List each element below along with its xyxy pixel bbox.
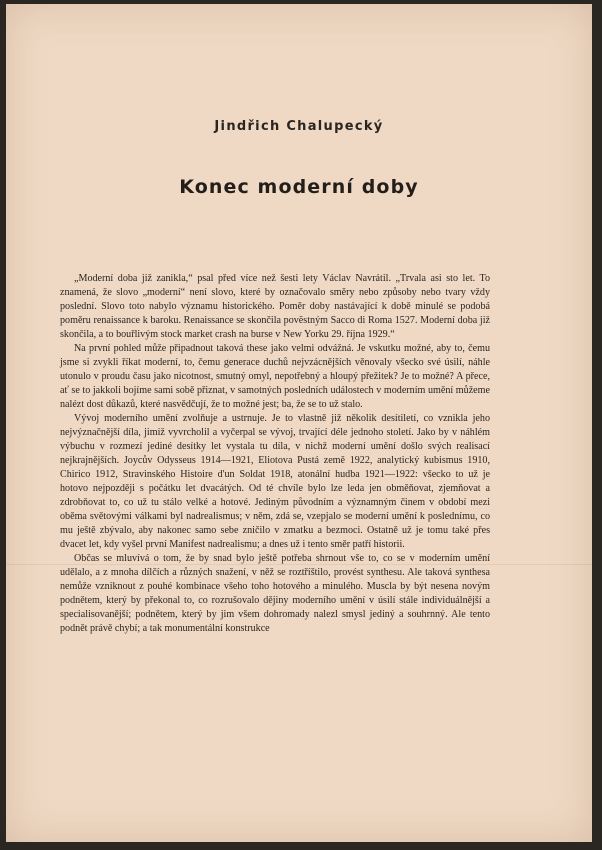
paragraph-3: Vývoj moderního umění zvolňuje a ustrnuje. Je to vlastně již několik desítiletí, co vznikla jeho nejvýznačnější díla, jimiž vyvrcholil a vyčerpal se vývoj, trvající déle jednoho století. Jako by v náhlém výbuchu v rozmezí jediné desítky let vystala tu díla, v nichž moderní umění došlo svých realisací nejkrajnějších. Joycův Odysseus 1914—1921, Eliotova Pustá země 1922, analytický kubismus 1910, Chirico 1912, Stravinského Histoire d'un Soldat 1918, atonální hudba 1921—1922: všecko to už je hotovo nejpozději s počátku let dvacátých. Od té chvíle bylo lze leda jen obměňovat, zjemňovat a zdrobňovat to, co už tu stálo velké a hotové. Jediným původním a významným činem v období mezi oběma světovými válkami byl nadrealismus; v něm, zdá se, vzepjalo se moderní umění k poslednímu, co mu ještě zbývalo, aby nakonec samo sebe zničilo v zmatku a bezmoci. Ostatně už je tomu také přes dvacet let, kdy vyšel první Manifest nadrealismu; a dnes už i tento směr patří historii. — [60, 413, 490, 550]
paragraph-2: Na první pohled může připadnout taková these jako velmi odvážná. Je vskutku možné, aby to, čemu jsme si zvykli říkat moderní, to, čemu generace duchů nejvzácnějších věnovaly všecko své úsilí, náhle utonulo v proudu času jako nicotnost, smutný omyl, nepotřebný a hloupý přežitek? Je to možné? A přece, ať se to jakkoli bojíme sami sobě přiznat, v samotných posledních událostech v moderním umění můžeme nalézt dost důkazů, které nasvědčují, že to možné jest; ba, že se to už stalo. — [60, 343, 490, 410]
document-page — [6, 4, 592, 842]
paragraph-4: Občas se mluvívá o tom, že by snad bylo ještě potřeba shrnout vše to, co se v moderním umění udělalo, a z mnoha dílčích a různých snažení, v něž se roztříštilo, provést synthesu. Ale taková synthesa nemůže vzniknout z pouhé kombinace všeho toho hotového a minulého. Muscla by být nesena novým podnětem, který by překonal to, co rozrušovalo dějiny moderního umění v úsilí stále individuálnější a specialisovanější; podnětem, který by jim všem dohromady nalezl smysl jediný a souhrnný. Ale tento podnět právě chybí; a tak monumentální konstrukce — [60, 553, 490, 634]
article-body — [60, 272, 490, 636]
article-title: Konec moderní doby — [179, 176, 419, 198]
paragraph-1: „Moderní doba již zanikla,“ psal před více než šesti lety Václav Navrátil. „Trvala asi sto let. To znamená, že slovo „moderní“ není slovo, které by označovalo směry nebo způsoby nebo tvary vždy poslední. Slovo toto nabylo významu historického. Poměr doby nastávající k době minulé se podobá poměru renaissance k baroku. Renaissance se skončila povĕstným Sacco di Roma 1527. Moderní doba již skončila, a to bouřlivým stock market crash na burse v New Yorku 29. října 1929.“ — [60, 273, 490, 340]
author-name: Jindřich Chalupecký — [214, 119, 384, 134]
